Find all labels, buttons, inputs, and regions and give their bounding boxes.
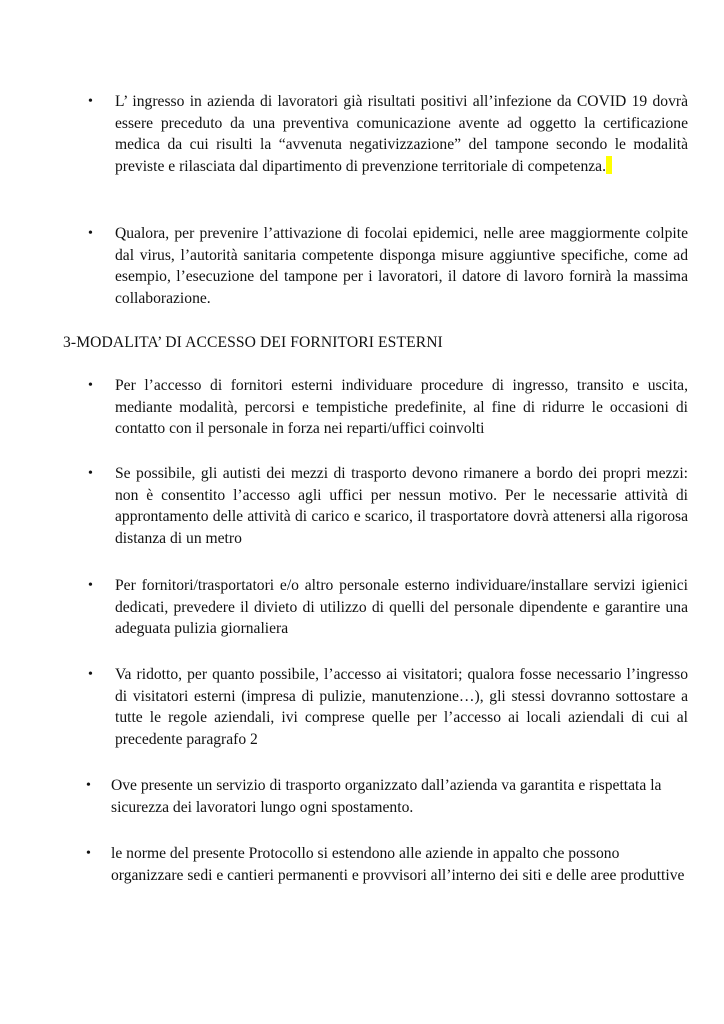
paragraph-text: Per fornitori/trasportatori e/o altro personale esterno individuare/installare servizi igienici dedicati, prevedere il divieto di utilizzo di quelli del personale dipendente e garantire una adeguata pulizia giornaliera: [115, 577, 688, 638]
bullet-marker: •: [88, 578, 93, 593]
bullet-item-reentry-positive-workers: [88, 91, 688, 177]
bullet-item-visitors: [88, 664, 688, 750]
bullet-marker: •: [88, 667, 93, 682]
bullet-marker: •: [88, 466, 93, 481]
paragraph-text: Va ridotto, per quanto possibile, l’accesso ai visitatori; qualora fosse necessario l’ingresso di visitatori esterni (impresa di pulizie, manutenzione…), gli stessi dovranno sottostare a tutte le regole aziendali, ivi comprese quelle per l’accesso ai locali aziendali di cui al precedente paragrafo 2: [115, 666, 688, 748]
paragraph-text: le norme del presente Protocollo si estendono alle aziende in appalto che possono organizzare sedi e cantieri permanenti e provvisori all’interno dei siti e delle aree produttive: [111, 845, 685, 884]
bullet-item-dedicated-toilets: [88, 575, 688, 640]
bullet-item-drivers-onboard: [88, 463, 688, 549]
paragraph: [115, 91, 688, 177]
bullet-item-supplier-access-procedures: [88, 375, 688, 440]
bullet-marker: •: [86, 778, 91, 793]
section-heading: 3-MODALITA’ DI ACCESSO DEI FORNITORI ESTERNI: [63, 334, 443, 351]
text-highlight-mark: [606, 156, 612, 174]
bullet-marker: •: [88, 226, 93, 241]
bullet-item-transport-service: [86, 775, 686, 818]
bullet-item-contractor-companies: [86, 843, 686, 886]
bullet-marker: •: [88, 378, 93, 393]
paragraph-text: Per l’accesso di fornitori esterni individuare procedure di ingresso, transito e uscita, mediante modalità, percorsi e tempistiche predefinite, al fine di ridurre le occasioni di contatto con il personale in forza nei reparti/uffici coinvolti: [115, 377, 688, 438]
paragraph-text: Ove presente un servizio di trasporto organizzato dall’azienda va garantita e rispettata la sicurezza dei lavoratori lungo ogni spostamento.: [111, 777, 662, 816]
bullet-marker: •: [86, 846, 91, 861]
paragraph-text: L’ ingresso in azienda di lavoratori già risultati positivi all’infezione da COVID 19 dovrà essere preceduto da una preventiva comunicazione avente ad oggetto la certificazione medica da cui risulti la “avvenuta negativizzazione” del tampone secondo le modalità previste e rilasciata dal dipartimento di prevenzione territoriale di competenza.: [115, 93, 688, 175]
bullet-item-health-authority-measures: [88, 223, 688, 309]
paragraph-text: Se possibile, gli autisti dei mezzi di trasporto devono rimanere a bordo dei propri mezzi: non è consentito l’accesso agli uffici per nessun motivo. Per le necessarie attività di approntamento delle attività di carico e scarico, il trasportatore dovrà attenersi alla rigorosa distanza di un metro: [115, 465, 688, 547]
paragraph-text: Qualora, per prevenire l’attivazione di focolai epidemici, nelle aree maggiormente colpite dal virus, l’autorità sanitaria competente disponga misure aggiuntive specifiche, come ad esempio, l’esecuzione del tampone per i lavoratori, il datore di lavoro fornirà la massima collaborazione.: [115, 225, 688, 307]
bullet-marker: •: [88, 94, 93, 109]
